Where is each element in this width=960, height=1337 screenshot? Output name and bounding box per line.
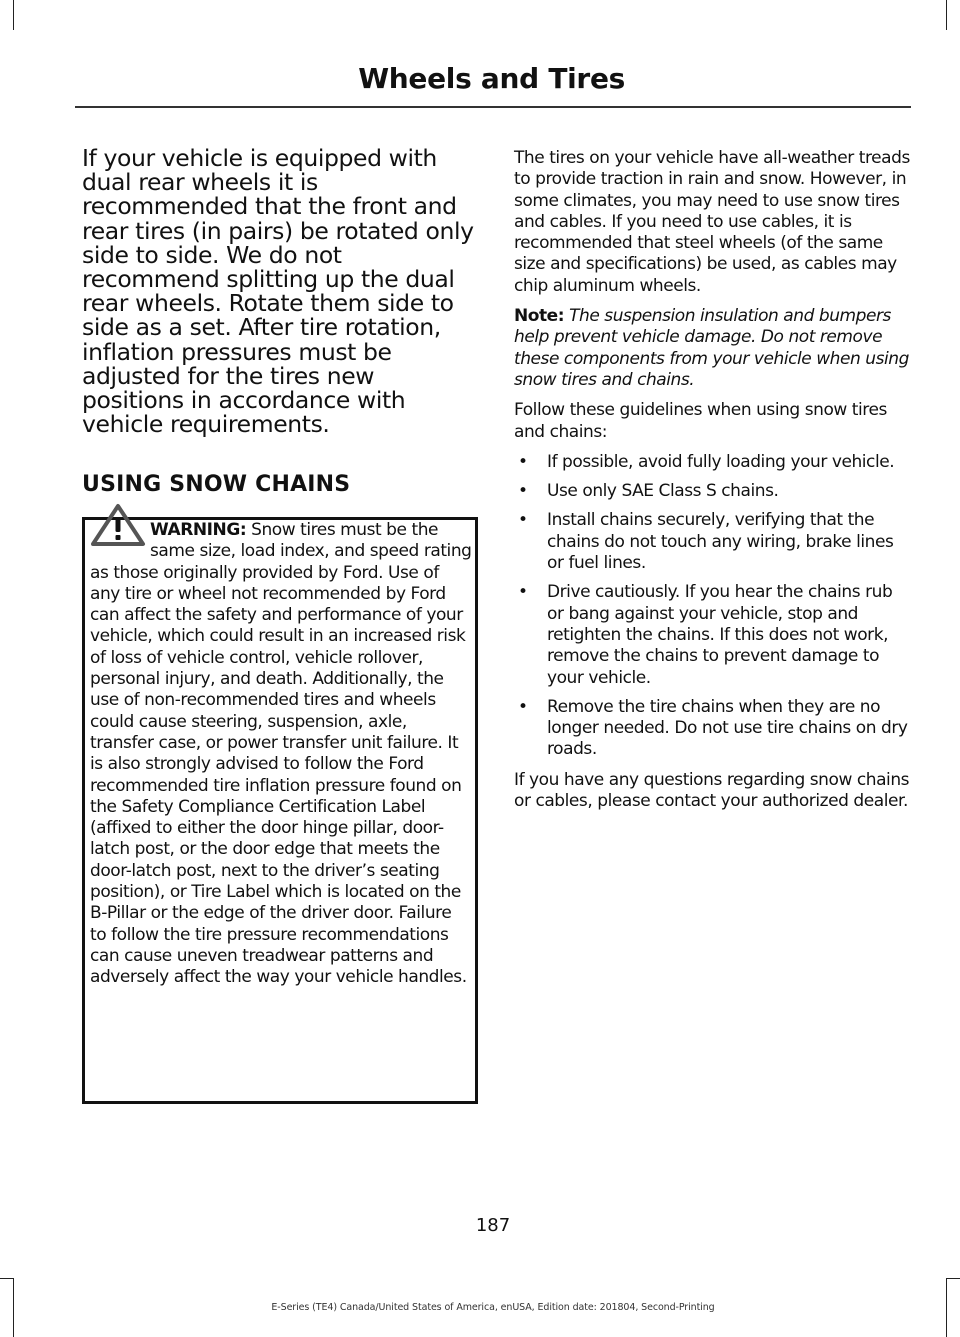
crop-mark: [946, 1278, 960, 1279]
note-text: The suspension insulation and bumpers help prevent vehicle damage. Do not remove these components from your vehicle when using snow tires and chains.: [514, 306, 909, 390]
list-item: [514, 481, 910, 502]
list-item-text: Remove the tire chains when they are no longer needed. Do not use tire chains on dry roads.: [547, 696, 908, 760]
left-column: [82, 144, 475, 988]
bullet: •: [518, 451, 528, 472]
footer-text: E-Series (TE4) Canada/United States of America, enUSA, Edition date: 201804, Second-Printing: [271, 1302, 715, 1313]
warning-icon-wrap: [90, 521, 150, 545]
paragraph: Follow these guidelines when using snow tires and chains:: [514, 400, 887, 442]
warning-paragraph: [90, 520, 472, 989]
list-item: [514, 697, 910, 761]
list-item-text: If possible, avoid fully loading your vehicle.: [547, 451, 895, 472]
bullet: •: [518, 510, 528, 531]
list-item-text: Drive cautiously. If you hear the chains rub or bang against your vehicle, stop and retighten the chains. If this does not work, remove the chains to prevent damage to your vehicle.: [547, 582, 893, 688]
header-divider: [75, 106, 911, 108]
bullet: •: [518, 696, 528, 717]
page-number: 187: [475, 1215, 511, 1236]
crop-mark: [13, 0, 14, 30]
right-column: [514, 148, 910, 821]
list-item: [514, 582, 910, 688]
warning-label: WARNING:: [150, 520, 247, 540]
bullet: •: [518, 582, 528, 603]
crop-mark: [946, 0, 947, 30]
bullet: •: [518, 481, 528, 502]
note-label: Note:: [514, 306, 565, 327]
warning-box: [82, 517, 478, 1104]
paragraph: The tires on your vehicle have all-weather treads to provide traction in rain and snow. However, in some climates, you may need to use snow tires and cables. If you need to use cables, it is recommended that steel wheels (of the same size and specifications) be used, as cables may chip aluminum wheels.: [514, 148, 910, 296]
list-item-text: Use only SAE Class S chains.: [547, 481, 779, 502]
note-paragraph: [514, 306, 910, 391]
warning-triangle-icon: [90, 503, 146, 547]
crop-mark: [0, 1278, 13, 1279]
guidelines-list: [514, 452, 910, 761]
page-title: Wheels and Tires: [358, 62, 625, 95]
warning-text: Snow tires must be the same size, load index, and speed rating as those originally provided by Ford. Use of any tire or wheel not recommended by Ford can affect the safety and performance of your vehicle, which could result in an increased risk of loss of vehicle control, vehicle rollover, personal injury, and death. Additionally, the use of non-recommended tires and wheels could cause steering, suspension, axle, transfer case, or power transfer unit failure. It is also strongly advised to follow the Ford recommended tire inflation pressure found on the Safety Compliance Certification Label (affixed to either the door hinge pillar, door-latch post, or the door edge that meets the door-latch post, next to the driver’s seating position), or Tire Label which is located on the B-Pillar or the edge of the driver door. Failure to follow the tire pressure recommendations can cause uneven treadwear patterns and adversely affect the way your vehicle handles.: [90, 520, 472, 988]
intro-paragraph: If your vehicle is equipped with dual rear wheels it is recommended that the front and rear tires (in pairs) be rotated only side to side. We do not recommend splitting up the dual rear wheels. Rotate them side to side as a set. After tire rotation, inflation pressures must be adjusted for the tires new positions in accordance with vehicle requirements.: [82, 144, 474, 439]
list-item-text: Install chains securely, verifying that the chains do not touch any wiring, brake lines or fuel lines.: [547, 510, 894, 574]
list-item: [514, 510, 910, 574]
list-item: [514, 452, 910, 473]
section-title: USING SNOW CHAINS: [82, 472, 351, 498]
paragraph: If you have any questions regarding snow chains or cables, please contact your authorized dealer.: [514, 769, 910, 812]
